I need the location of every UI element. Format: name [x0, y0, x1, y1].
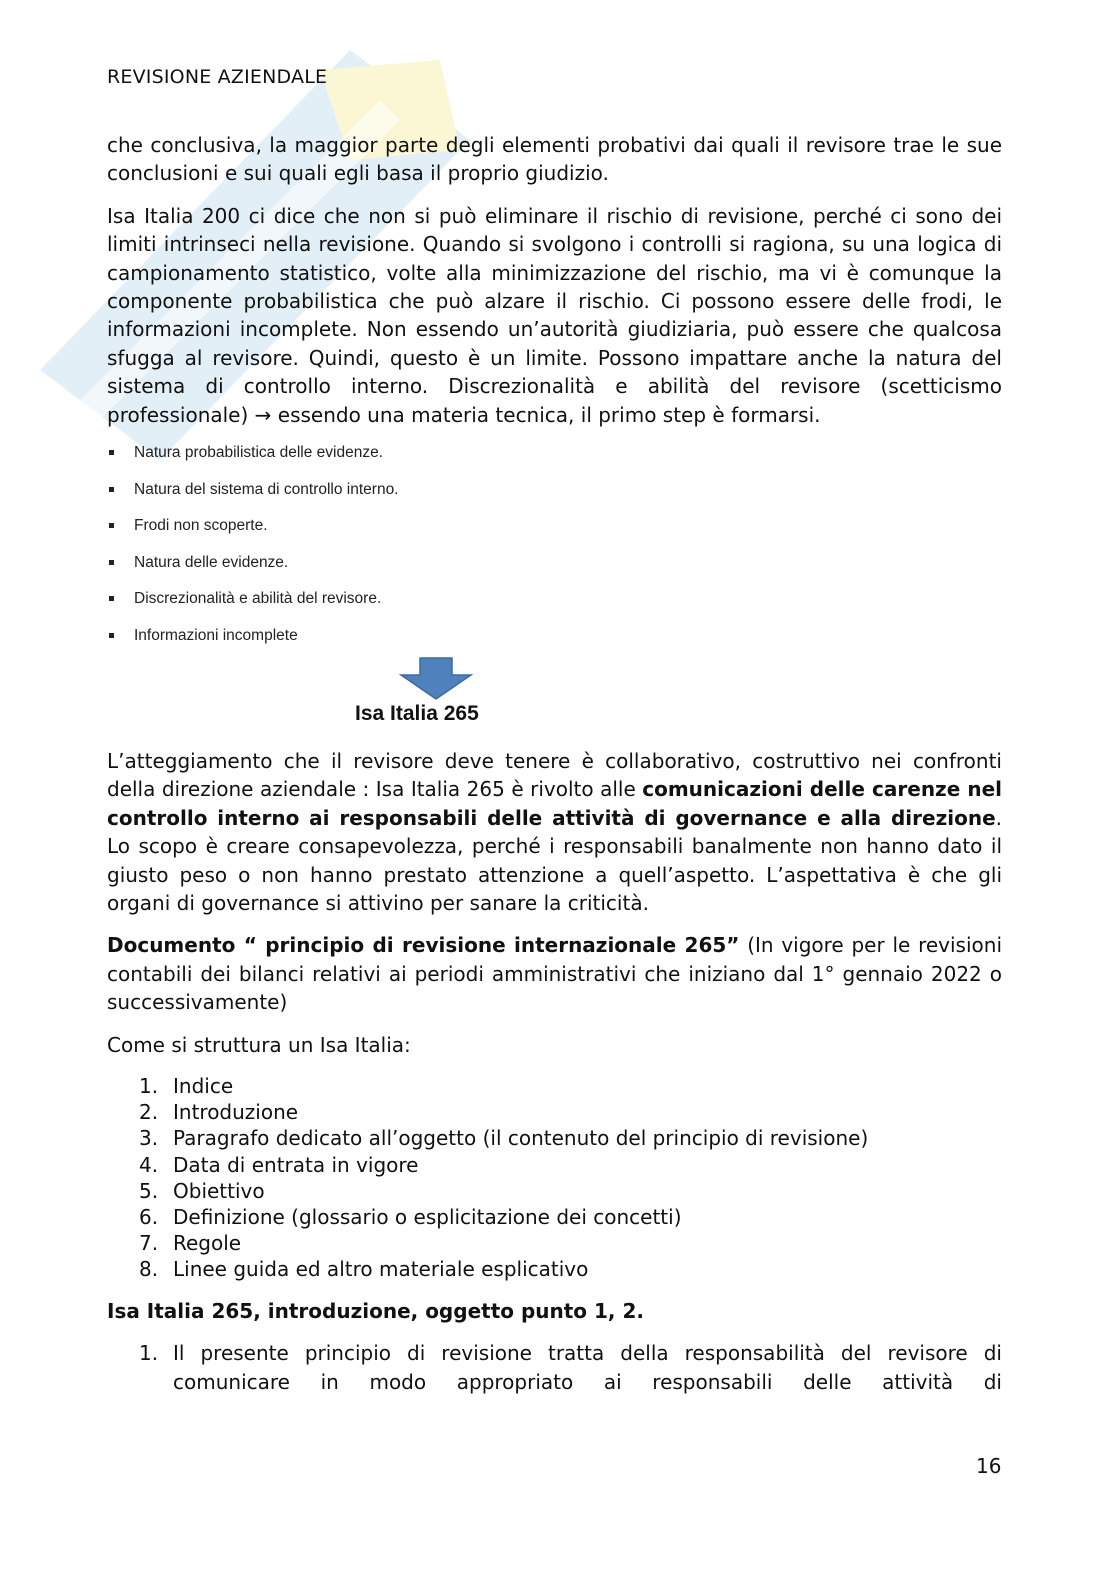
- bullet-square-icon: [109, 523, 114, 528]
- bullet-square-icon: [109, 633, 114, 638]
- bold-heading-text: Isa Italia 265, introduzione, oggetto punto 1, 2.: [107, 1298, 645, 1323]
- list-item: [107, 1339, 1002, 1396]
- list-item: [107, 1230, 1002, 1256]
- list-item-text: Introduzione: [173, 1100, 299, 1125]
- list-number: 8.: [139, 1257, 159, 1282]
- list-item: [107, 1256, 1002, 1282]
- list-item: [107, 553, 1002, 590]
- list-item-text: Obiettivo: [173, 1178, 265, 1203]
- list-item: [107, 480, 1002, 517]
- list-item-text: Data di entrata in vigore: [173, 1152, 419, 1177]
- list-number: 1.: [139, 1074, 159, 1099]
- list-number: 7.: [139, 1231, 159, 1256]
- list-item-text: Il presente principio di revisione tratta della responsabilità del revisore di comunicare in modo appropriato ai responsabili delle attività di: [173, 1341, 1002, 1394]
- list-item-text: Natura probabilistica delle evidenze.: [134, 444, 384, 462]
- list-number: 4.: [139, 1152, 159, 1177]
- limits-bullet-list: [107, 443, 1002, 663]
- paragraph: Isa Italia 200 ci dice che non si può eliminare il rischio di revisione, perché ci sono dei limiti intrinseci nella revisione. Quando si svolgono i controlli si ragiona, su una logica di campionamento statistico, volte alla minimizzazione del rischio, ma vi è comunque la componente probabilistica che può alzare il rischio. Ci possono essere delle frodi, le informazioni incomplete. Non essendo un’autorità giudiziaria, può essere che qualcosa sfugga al revisore. Quindi, questo è un limite. Possono impattare anche la natura del sistema di controllo interno. Discrezionalità e abilità del revisore (scetticismo professionale) → essendo una materia tecnica, il primo step è formarsi.: [107, 203, 1002, 427]
- list-item-text: Natura delle evidenze.: [134, 553, 289, 571]
- list-number: 6.: [139, 1205, 159, 1230]
- list-number: 3.: [139, 1126, 159, 1151]
- list-number: 2.: [139, 1100, 159, 1125]
- list-item: [107, 1152, 1002, 1178]
- list-item-text: Natura del sistema di controllo interno.: [134, 480, 399, 498]
- page-number: 16: [976, 1454, 1002, 1478]
- bullet-square-icon: [109, 596, 114, 601]
- list-item: [107, 589, 1002, 626]
- list-item-text: Definizione (glossario o esplicitazione dei concetti): [173, 1205, 682, 1230]
- body-text-continued: [107, 747, 1002, 1396]
- structure-numbered-list: [107, 1073, 1002, 1283]
- list-number: 1.: [139, 1341, 159, 1366]
- list-item: [107, 443, 1002, 480]
- text-run: L’atteggiamento che il revisore deve tenere è collaborativo, costruttivo nei confronti della direzione aziendale : Isa Italia 265 è rivolto alle: [107, 749, 1002, 802]
- running-header: REVISIONE AZIENDALE: [107, 66, 328, 88]
- list-item-text: Paragrafo dedicato all’oggetto (il contenuto del principio di revisione): [173, 1126, 869, 1151]
- list-item-text: Frodi non scoperte.: [134, 517, 268, 535]
- list-item-text: Informazioni incomplete: [134, 627, 298, 645]
- list-item: [107, 626, 1002, 663]
- list-number: 5.: [139, 1178, 159, 1203]
- bold-text-run: Documento “ principio di revisione internazionale 265”: [107, 933, 740, 958]
- bold-text-run: comunicazioni delle carenze nel controllo interno ai responsabili delle attività di governance e alla direzione: [107, 777, 1003, 830]
- paragraph: che conclusiva, la maggior parte degli elementi probativi dai quali il revisore trae le sue conclusioni e sui quali egli basa il proprio giudizio.: [107, 133, 1002, 186]
- list-item-text: Linee guida ed altro materiale esplicativo: [173, 1257, 589, 1282]
- bullet-square-icon: [109, 560, 114, 565]
- text-run: . Lo scopo è creare consapevolezza, perché i responsabili banalmente non hanno dato il giusto peso o non hanno prestato attenzione a quell’aspetto. L’aspettativa è che gli organi di governance si attivino per sanare la criticità.: [107, 805, 1002, 916]
- list-item-text: Discrezionalità e abilità del revisore.: [134, 590, 382, 608]
- point-numbered-list: [107, 1339, 1002, 1396]
- list-item-text: Indice: [173, 1074, 234, 1099]
- section-heading: [107, 1297, 1002, 1325]
- list-item-text: Regole: [173, 1231, 242, 1256]
- body-text: [107, 131, 1002, 663]
- list-item: [107, 1099, 1002, 1125]
- list-item: [107, 1073, 1002, 1099]
- bullet-square-icon: [109, 487, 114, 492]
- paragraph-isa265: [107, 747, 1002, 917]
- text-run: (In vigore per le revisioni contabili dei bilanci relativi ai periodi amministrativi che iniziano dal 1° gennaio 2022 o successivamente): [107, 933, 1002, 1015]
- list-item: [107, 1125, 1002, 1151]
- paragraph-documento: [107, 931, 1002, 1016]
- list-item: [107, 516, 1002, 553]
- list-item: [107, 1178, 1002, 1204]
- bullet-square-icon: [109, 450, 114, 455]
- list-item: [107, 1204, 1002, 1230]
- down-arrow-icon: [399, 657, 473, 701]
- diagram-label: Isa Italia 265: [355, 702, 479, 725]
- paragraph: Come si struttura un Isa Italia:: [107, 1032, 411, 1057]
